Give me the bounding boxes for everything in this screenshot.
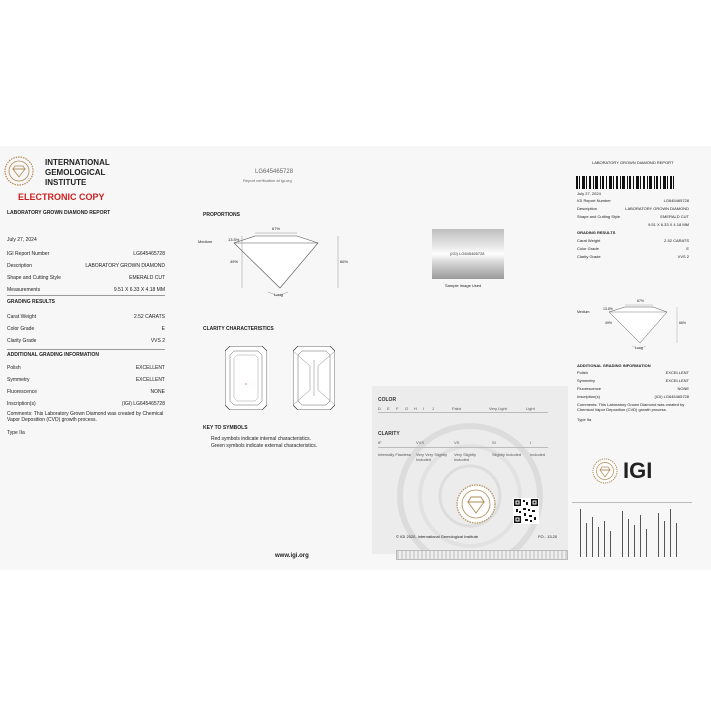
row-label: Symmetry	[577, 378, 595, 383]
prop-crown-pct: 13.5%	[228, 237, 240, 242]
right-report-date: July 27, 2024	[577, 191, 601, 196]
row-value: LABORATORY GROWN DIAMOND	[625, 206, 689, 211]
clarity-grade: I	[530, 440, 532, 445]
row-value: 9.51 X 6.33 X 4.18 MM	[648, 222, 689, 227]
row-value: EMERALD CUT	[129, 275, 165, 281]
prop-girdle-label: Medium	[198, 239, 213, 244]
data-row	[577, 198, 689, 203]
row-value: EXCELLENT	[665, 370, 689, 375]
report-document	[0, 146, 711, 570]
right-type-text: Type IIa	[577, 417, 592, 422]
row-label: Clarity Grade	[7, 338, 37, 344]
website-link[interactable]: www.igi.org	[275, 553, 309, 559]
row-label: Clarity Grade	[577, 254, 601, 259]
proportions-title: PROPORTIONS	[203, 212, 240, 218]
row-label: Color Grade	[577, 246, 599, 251]
row-label: Inscription(s)	[577, 394, 600, 399]
row-label: IGI Report Number	[577, 198, 611, 203]
gold-seal-icon	[456, 484, 496, 524]
report-type-title: LABORATORY GROWN DIAMOND REPORT	[7, 210, 111, 216]
report-date: July 27, 2024	[7, 237, 37, 243]
right-prop-depth-pct: 66%	[679, 321, 687, 325]
clarity-grade-word: Included	[530, 452, 546, 457]
data-row	[7, 287, 165, 293]
color-grade-word: Faint	[452, 406, 461, 411]
clarity-grade: SI	[492, 440, 496, 445]
row-value: E	[686, 246, 689, 251]
clarity-grade-word: Slightly Included	[492, 452, 522, 457]
row-label: Carat Weight	[7, 314, 37, 320]
clarity-grade-word: Very Slightly Included	[454, 452, 477, 462]
data-row	[7, 389, 165, 395]
row-label: Measurements	[7, 287, 41, 293]
report-number-top: LG645465728	[255, 169, 294, 175]
right-additional-title: ADDITIONAL GRADING INFORMATION	[577, 363, 651, 368]
security-strip	[396, 550, 568, 560]
row-value: EXCELLENT	[135, 377, 165, 383]
right-prop-pavilion-pct: 49%	[605, 321, 613, 325]
row-label: Fluorescence	[577, 386, 602, 391]
color-grade-letter: J	[432, 406, 434, 411]
clarity-grade-word: Internally Flawless	[378, 452, 411, 457]
key-line-red: Red symbols indicate internal characteristics.	[211, 436, 312, 442]
color-grade-letter: E	[387, 406, 390, 411]
row-value: VVS 2	[150, 338, 165, 344]
right-prop-crown-pct: 13.5%	[603, 307, 613, 311]
igi-seal-logo	[4, 156, 34, 186]
org-name-line2: GEMOLOGICAL	[45, 168, 106, 177]
proportions-diagram	[200, 226, 360, 302]
data-row	[577, 222, 689, 227]
row-value: (IGI) LG645465728	[121, 401, 165, 407]
electronic-copy-label: ELECTRONIC COPY	[18, 192, 105, 202]
color-grade-letter: I	[423, 406, 425, 411]
row-value: 9.51 X 6.33 X 4.18 MM	[113, 287, 165, 293]
comments-text: Comments: This Laboratory Grown Diamond was created by Chemical Vapor Deposition (CVD) growth process.	[7, 411, 164, 423]
right-report-title: LABORATORY GROWN DIAMOND REPORT	[592, 160, 674, 165]
row-value: E	[161, 326, 165, 332]
org-name-line3: INSTITUTE	[45, 178, 87, 187]
row-value: 2.52 CARATS	[664, 238, 689, 243]
clarity-grade: IF	[378, 440, 382, 445]
clarity-plot-crown	[225, 346, 267, 410]
copyright-text: © IGI 2020, International Gemological Institute	[396, 534, 479, 539]
data-row	[577, 394, 689, 399]
rotated-summary-block	[572, 502, 692, 565]
data-row	[7, 275, 165, 281]
sample-image	[432, 229, 504, 279]
sample-inscription: (IGI) LG645465728	[450, 251, 485, 256]
row-label: IGI Report Number	[7, 251, 50, 257]
prop-depth-pct: 66%	[340, 259, 349, 264]
row-value: EXCELLENT	[665, 378, 689, 383]
key-to-symbols-title: KEY TO SYMBOLS	[203, 425, 248, 431]
igi-logo	[592, 458, 672, 486]
row-value: EXCELLENT	[135, 365, 165, 371]
row-label: Polish	[7, 365, 21, 371]
row-label: Shape and Cutting Style	[7, 275, 61, 281]
data-row	[577, 206, 689, 211]
prop-culet-label: Long	[274, 292, 283, 297]
igi-logo-text: IGI	[623, 458, 653, 483]
row-label: Fluorescence	[7, 389, 38, 395]
color-grade-word: Very Light	[489, 406, 507, 411]
clarity-characteristics-title: CLARITY CHARACTERISTICS	[203, 326, 274, 332]
type-text: Type IIa	[7, 430, 25, 436]
color-grade-letter: H	[414, 406, 417, 411]
color-grade-letter: F	[396, 406, 399, 411]
right-prop-culet-label: Long	[635, 346, 643, 350]
color-scale-title: COLOR	[378, 397, 397, 403]
row-value: NONE	[150, 389, 165, 395]
clarity-grade: VVS	[416, 440, 425, 445]
data-row	[7, 377, 165, 383]
verification-text: Report verification at igi.org	[243, 178, 292, 183]
sample-caption: Sample Image Used	[445, 283, 482, 288]
data-row	[7, 326, 165, 332]
row-label: Shape and Cutting Style	[577, 214, 621, 219]
row-label: Inscription(s)	[7, 401, 36, 407]
right-grading-title: GRADING RESULTS	[577, 230, 616, 235]
clarity-plot-pavilion	[293, 346, 335, 410]
row-value: LG645465728	[133, 251, 165, 257]
data-row	[577, 214, 689, 219]
data-row	[7, 251, 165, 257]
right-comments-text: Comments: This Laboratory Grown Diamond was created by Chemical Vapor Deposition (CVD) growth process.	[577, 402, 685, 412]
data-row	[577, 246, 689, 251]
data-row	[7, 365, 165, 371]
key-line-green: Green symbols indicate external characteristics.	[211, 443, 318, 449]
row-value: LG645465728	[663, 198, 689, 203]
row-label: Carat Weight	[577, 238, 601, 243]
data-row	[7, 401, 165, 407]
form-code: FO - 13.20	[538, 534, 558, 539]
prop-pavilion-pct: 49%	[230, 259, 239, 264]
clarity-grade-word: Very Very Slightly Included	[416, 452, 448, 462]
row-label: Polish	[577, 370, 588, 375]
row-label: Description	[7, 263, 33, 269]
color-grade-word: Light	[526, 406, 535, 411]
row-value: LABORATORY GROWN DIAMOND	[85, 263, 165, 269]
data-row	[577, 238, 689, 243]
row-value: (IGI) LG645465728	[654, 394, 689, 399]
color-grade-letter: G	[405, 406, 409, 411]
data-row	[7, 314, 165, 320]
clarity-grade: VS	[454, 440, 460, 445]
row-label: Description	[577, 206, 598, 211]
row-value: NONE	[677, 386, 689, 391]
data-row	[577, 370, 689, 375]
row-label: Color Grade	[7, 326, 35, 332]
data-row	[577, 378, 689, 383]
right-proportions-diagram	[577, 299, 695, 353]
right-prop-table-pct: 67%	[637, 299, 645, 303]
color-grade-letter: D	[378, 406, 381, 411]
grading-results-title: GRADING RESULTS	[7, 299, 55, 305]
data-row	[7, 338, 165, 344]
row-value: EMERALD CUT	[660, 214, 689, 219]
data-row	[577, 254, 689, 259]
data-row	[7, 263, 165, 269]
data-row	[577, 386, 689, 391]
row-value: 2.52 CARATS	[133, 314, 165, 320]
prop-table-pct: 67%	[272, 226, 281, 231]
qr-code-icon[interactable]	[513, 498, 539, 524]
row-value: VVS 2	[677, 254, 689, 259]
barcode-icon	[576, 176, 674, 189]
row-label: Symmetry	[7, 377, 30, 383]
org-name-line1: INTERNATIONAL	[45, 158, 110, 167]
additional-grading-title: ADDITIONAL GRADING INFORMATION	[7, 352, 100, 358]
clarity-scale-title: CLARITY	[378, 431, 400, 437]
right-prop-girdle-label: Medium	[577, 310, 590, 314]
